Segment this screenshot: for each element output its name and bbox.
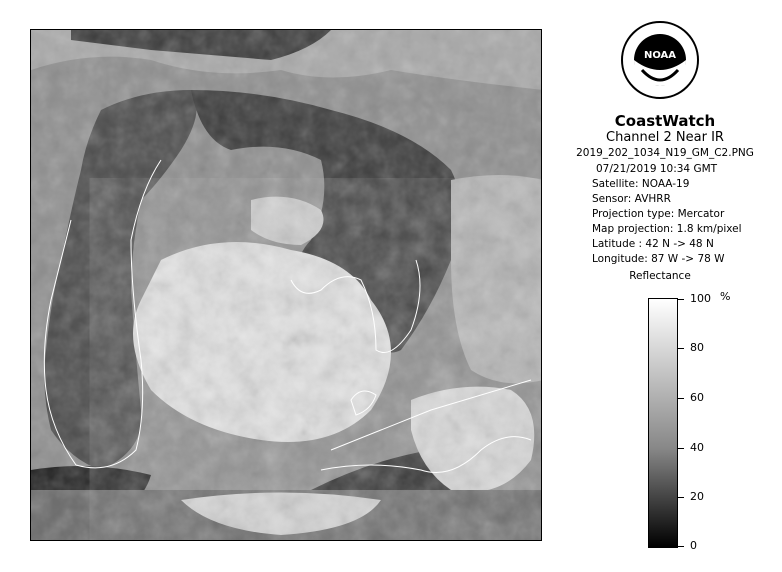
longitude-label: Longitude: 87 W -> 78 W [592, 253, 725, 265]
scale-tick [678, 497, 684, 498]
projection-label: Projection type: Mercator [592, 208, 725, 220]
scale-tick [678, 546, 684, 547]
satellite-image [30, 29, 542, 541]
datetime-label: 07/21/2019 10:34 GMT [596, 163, 718, 175]
scale-tick [678, 448, 684, 449]
scale-tick [678, 398, 684, 399]
svg-text:NOAA: NOAA [643, 50, 677, 61]
scale-title: Reflectance [629, 270, 691, 282]
cloud-texture [131, 210, 542, 530]
scale-tick-label: 20 [690, 490, 704, 503]
scale-tick-label: 100 [690, 292, 711, 305]
noaa-logo [620, 20, 700, 100]
reflectance-color-bar [648, 298, 678, 548]
scale-unit: % [720, 290, 731, 303]
scale-tick-label: 80 [690, 341, 704, 354]
satellite-map-svg [31, 30, 542, 541]
channel-label: Channel 2 Near IR [606, 130, 724, 145]
satellite-label: Satellite: NOAA-19 [592, 178, 690, 190]
latitude-label: Latitude : 42 N -> 48 N [592, 238, 714, 250]
scale-tick [678, 299, 684, 300]
product-title: CoastWatch [614, 112, 716, 130]
scale-tick-label: 40 [690, 441, 704, 454]
scale-tick-label: 60 [690, 391, 704, 404]
map-projection-label: Map projection: 1.8 km/pixel [592, 223, 742, 235]
scale-tick-label: 0 [690, 539, 697, 552]
image-filename: 2019_202_1034_N19_GM_C2.PNG [576, 147, 754, 159]
scale-tick [678, 348, 684, 349]
sensor-label: Sensor: AVHRR [592, 193, 671, 205]
